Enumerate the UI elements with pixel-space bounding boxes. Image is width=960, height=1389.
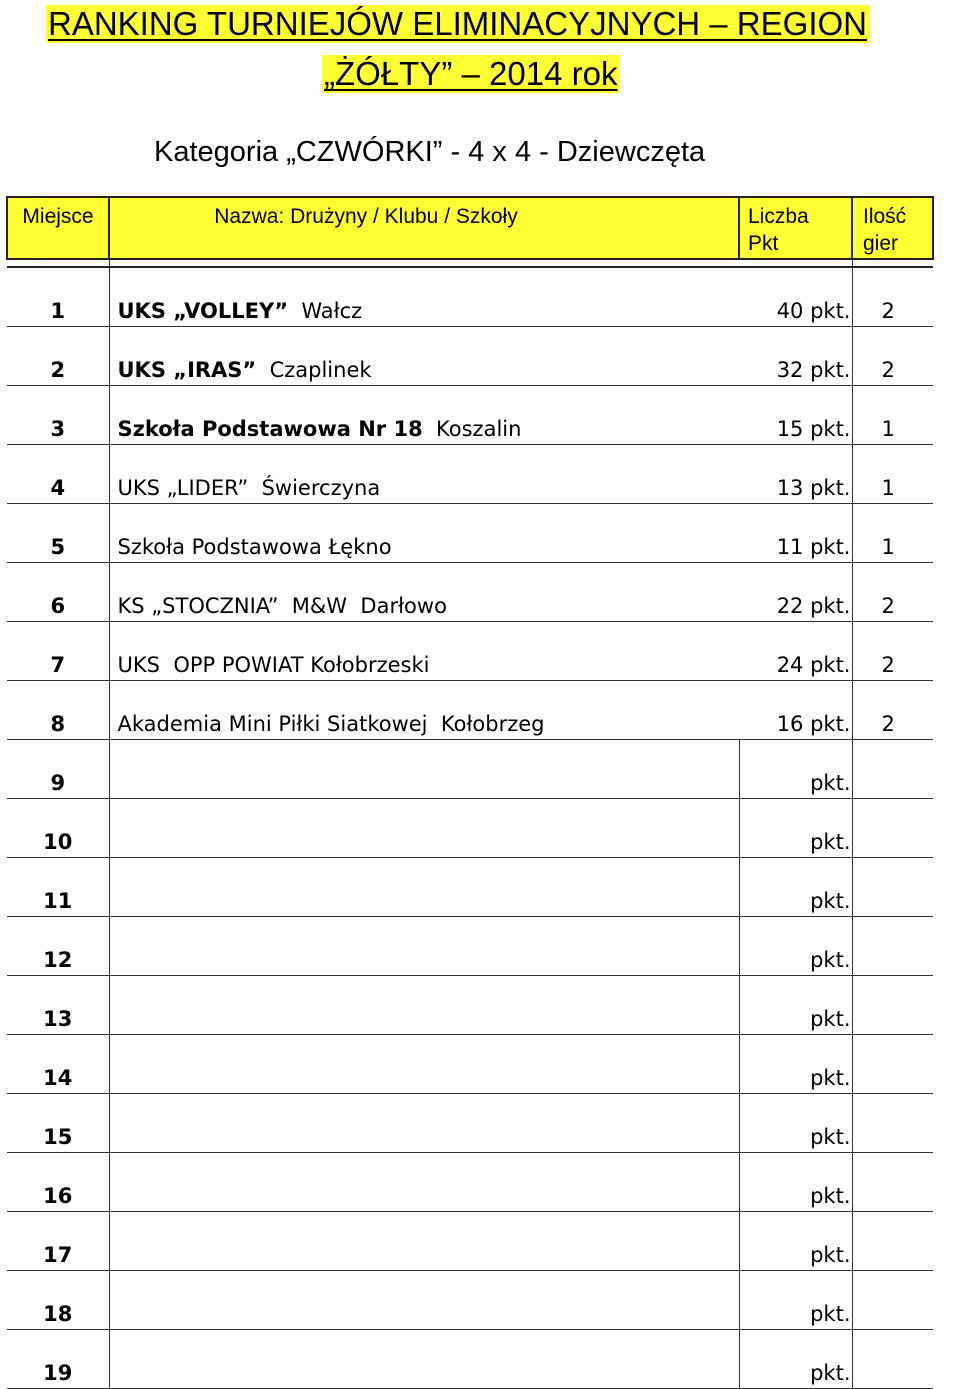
row-place: 10 xyxy=(7,799,109,858)
row-games xyxy=(852,1271,933,1330)
row-games xyxy=(852,1094,933,1153)
row-points: pkt. xyxy=(739,1330,852,1389)
category-subtitle: Kategoria „CZWÓRKI” - 4 x 4 - Dziewczęta xyxy=(154,136,706,168)
row-games xyxy=(852,976,933,1035)
row-games xyxy=(852,858,933,917)
table-row xyxy=(7,858,933,917)
row-games xyxy=(852,740,933,799)
table-row xyxy=(7,267,933,327)
team-name-bold: UKS „IRAS” xyxy=(117,358,257,382)
row-games: 1 xyxy=(852,386,933,445)
row-place: 14 xyxy=(7,1035,109,1094)
table-row xyxy=(7,976,933,1035)
team-name-rest: Wałcz xyxy=(288,299,363,323)
row-place: 5 xyxy=(7,504,109,563)
table-row xyxy=(7,1271,933,1330)
table-row xyxy=(7,622,933,681)
row-games xyxy=(852,917,933,976)
row-team-name xyxy=(109,740,739,799)
document-title-line-2: „ŻÓŁTY” – 2014 rok xyxy=(324,55,618,92)
row-place: 19 xyxy=(7,1330,109,1389)
row-games: 2 xyxy=(852,327,933,386)
row-team-name xyxy=(109,622,739,681)
row-team-name xyxy=(109,1212,739,1271)
row-points: 16 pkt. xyxy=(739,681,852,740)
row-points: 11 pkt. xyxy=(739,504,852,563)
table-row xyxy=(7,681,933,740)
row-place: 11 xyxy=(7,858,109,917)
team-name-rest: Koszalin xyxy=(422,417,522,441)
row-team-name xyxy=(109,1271,739,1330)
team-name-rest: UKS OPP POWIAT Kołobrzeski xyxy=(117,653,430,677)
row-points: pkt. xyxy=(739,1094,852,1153)
ranking-table xyxy=(6,196,934,1389)
row-games xyxy=(852,1153,933,1212)
team-name-rest: Szkoła Podstawowa Łękno xyxy=(117,535,392,559)
header-points: Liczba Pkt xyxy=(739,197,852,259)
row-games: 1 xyxy=(852,504,933,563)
table-row xyxy=(7,445,933,504)
row-place: 16 xyxy=(7,1153,109,1212)
header-place: Miejsce xyxy=(7,197,109,259)
row-games xyxy=(852,799,933,858)
row-games: 2 xyxy=(852,622,933,681)
row-team-name xyxy=(109,917,739,976)
table-row xyxy=(7,386,933,445)
row-points: pkt. xyxy=(739,1035,852,1094)
table-row xyxy=(7,1330,933,1389)
row-team-name xyxy=(109,681,739,740)
row-points: 22 pkt. xyxy=(739,563,852,622)
team-name-bold: UKS „VOLLEY” xyxy=(117,299,289,323)
row-games xyxy=(852,1212,933,1271)
row-place: 2 xyxy=(7,327,109,386)
row-place: 18 xyxy=(7,1271,109,1330)
row-games: 2 xyxy=(852,563,933,622)
table-row xyxy=(7,917,933,976)
header-name: Nazwa: Drużyny / Klubu / Szkoły xyxy=(109,197,739,259)
row-team-name xyxy=(109,386,739,445)
table-row xyxy=(7,563,933,622)
document-title-line-1: RANKING TURNIEJÓW ELIMINACYJNYCH – REGION xyxy=(48,5,867,42)
row-games: 2 xyxy=(852,681,933,740)
ranking-table-container xyxy=(6,196,932,1389)
table-row xyxy=(7,504,933,563)
row-points: pkt. xyxy=(739,1153,852,1212)
table-header-row xyxy=(7,197,933,259)
row-team-name xyxy=(109,1153,739,1212)
row-place: 12 xyxy=(7,917,109,976)
table-row xyxy=(7,327,933,386)
row-team-name xyxy=(109,504,739,563)
row-points: 13 pkt. xyxy=(739,445,852,504)
row-place: 4 xyxy=(7,445,109,504)
team-name-rest: UKS „LIDER” Świerczyna xyxy=(117,476,381,500)
team-name-rest: Akademia Mini Piłki Siatkowej Kołobrzeg xyxy=(117,712,545,736)
row-points: pkt. xyxy=(739,858,852,917)
header-games: Ilość gier xyxy=(852,197,933,259)
table-row xyxy=(7,1212,933,1271)
row-team-name xyxy=(109,1094,739,1153)
row-points: 32 pkt. xyxy=(739,327,852,386)
table-row xyxy=(7,1153,933,1212)
row-points: pkt. xyxy=(739,976,852,1035)
row-points: 24 pkt. xyxy=(739,622,852,681)
row-team-name xyxy=(109,267,739,327)
row-points: 15 pkt. xyxy=(739,386,852,445)
row-points: pkt. xyxy=(739,1212,852,1271)
table-row xyxy=(7,740,933,799)
row-team-name xyxy=(109,976,739,1035)
row-team-name xyxy=(109,563,739,622)
row-games xyxy=(852,1035,933,1094)
row-place: 8 xyxy=(7,681,109,740)
team-name-bold: Szkoła Podstawowa Nr 18 xyxy=(117,417,423,441)
table-row xyxy=(7,1094,933,1153)
row-team-name xyxy=(109,1330,739,1389)
row-points: pkt. xyxy=(739,799,852,858)
row-place: 1 xyxy=(7,267,109,327)
row-place: 15 xyxy=(7,1094,109,1153)
row-place: 9 xyxy=(7,740,109,799)
ranking-rows xyxy=(7,259,933,1389)
row-team-name xyxy=(109,327,739,386)
row-team-name xyxy=(109,445,739,504)
row-place: 17 xyxy=(7,1212,109,1271)
row-place: 3 xyxy=(7,386,109,445)
row-points: pkt. xyxy=(739,1271,852,1330)
row-team-name xyxy=(109,1035,739,1094)
row-games: 2 xyxy=(852,267,933,327)
row-games: 1 xyxy=(852,445,933,504)
row-points: pkt. xyxy=(739,917,852,976)
row-place: 7 xyxy=(7,622,109,681)
row-place: 6 xyxy=(7,563,109,622)
team-name-rest: KS „STOCZNIA” M&W Darłowo xyxy=(117,594,447,618)
row-points: 40 pkt. xyxy=(739,267,852,327)
team-name-rest: Czaplinek xyxy=(256,358,372,382)
table-row xyxy=(7,1035,933,1094)
row-games xyxy=(852,1330,933,1389)
row-team-name xyxy=(109,858,739,917)
row-points: pkt. xyxy=(739,740,852,799)
table-row xyxy=(7,799,933,858)
row-place: 13 xyxy=(7,976,109,1035)
row-team-name xyxy=(109,799,739,858)
